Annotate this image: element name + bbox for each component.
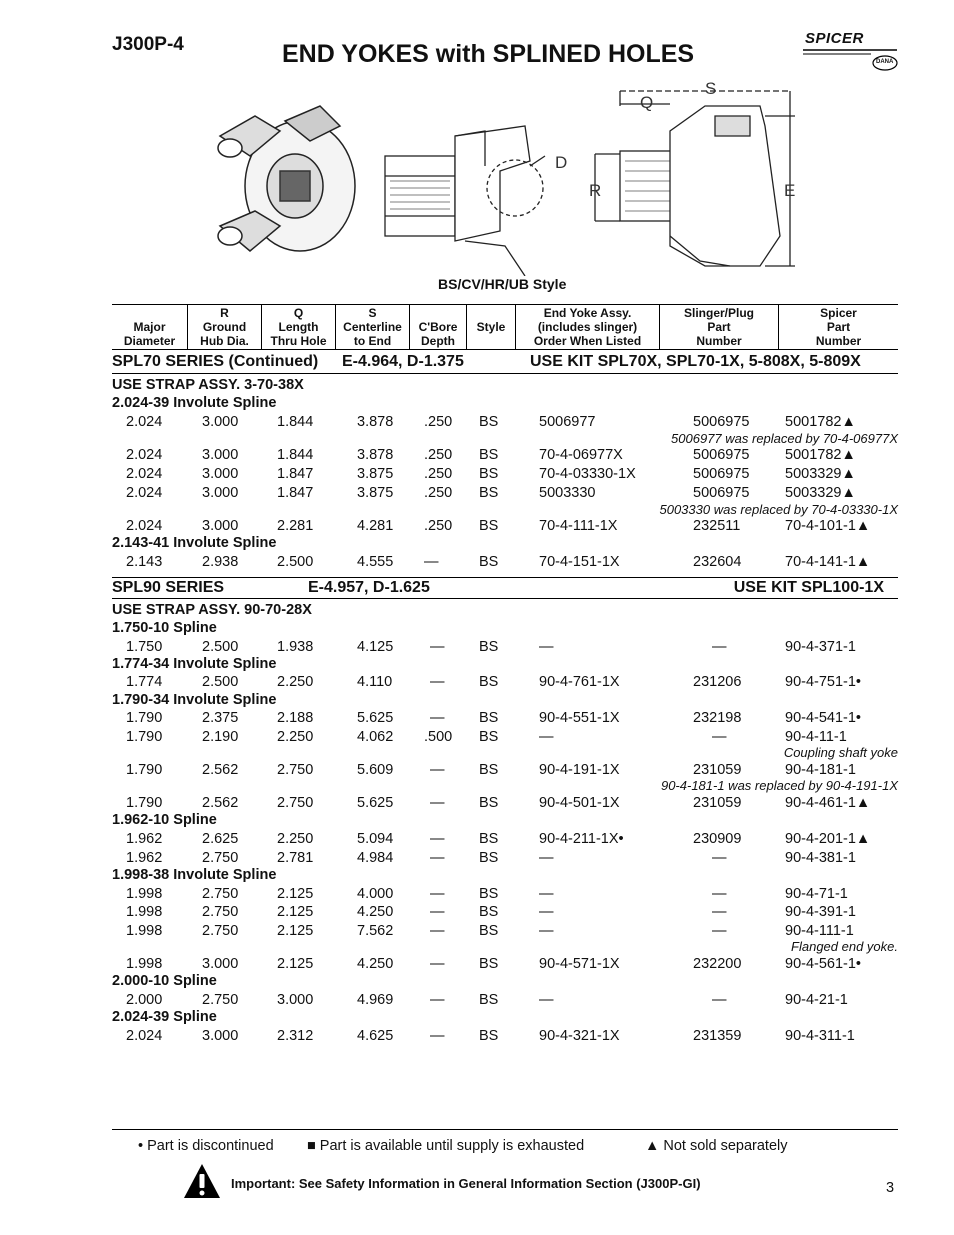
cell-yoke-assy: 90-4-191-1X xyxy=(539,762,620,778)
cell-slinger: 232604 xyxy=(693,554,742,570)
cell-length: 2.312 xyxy=(277,1028,314,1044)
cell-length: 1.847 xyxy=(277,466,314,482)
table-row xyxy=(112,1028,898,1046)
cell-yoke-assy: 90-4-501-1X xyxy=(539,795,620,811)
series-spec: E-4.964, D-1.375 xyxy=(342,353,464,370)
cell-hub-dia: 3.000 xyxy=(202,447,239,463)
col-header-line3: to End xyxy=(353,334,392,348)
table-row xyxy=(112,831,898,849)
col-header-line3: Diameter xyxy=(123,334,176,348)
col-header-top: Slinger/Plug xyxy=(683,306,754,320)
spicer-logo xyxy=(803,30,899,72)
col-header-line2: Part xyxy=(707,320,731,334)
col-header-line2: Major xyxy=(133,320,166,334)
cell-slinger: 232511 xyxy=(693,518,741,534)
series-heading-spl90 xyxy=(112,577,898,599)
cell-yoke-assy: — xyxy=(539,729,554,745)
cell-major-diameter: 2.024 xyxy=(126,1028,163,1044)
table-header xyxy=(112,304,898,350)
cell-yoke-assy: — xyxy=(539,904,554,920)
cell-slinger: 230909 xyxy=(693,831,742,847)
series-kit: USE KIT SPL100-1X xyxy=(733,579,884,596)
cell-style: BS xyxy=(479,447,499,463)
cell-major-diameter: 2.024 xyxy=(126,414,163,430)
cell-hub-dia: 2.750 xyxy=(202,923,239,939)
cell-major-diameter: 1.962 xyxy=(126,831,163,847)
table-row xyxy=(112,414,898,432)
spline-heading: 2.024-39 Involute Spline xyxy=(112,395,277,411)
cell-yoke-assy: 70-4-03330-1X xyxy=(539,466,636,482)
cell-slinger: 231059 xyxy=(693,762,742,778)
cell-major-diameter: 1.790 xyxy=(126,762,163,778)
cell-part-number: 5001782▲ xyxy=(785,447,856,463)
col-header-top: End Yoke Assy. xyxy=(543,306,632,320)
cell-style: BS xyxy=(479,956,499,972)
cell-yoke-assy: — xyxy=(539,639,554,655)
dim-label-s: S xyxy=(705,79,717,98)
table-row xyxy=(112,554,898,572)
cell-slinger: — xyxy=(712,992,727,1008)
cell-slinger: 5006975 xyxy=(693,414,750,430)
cell-length: 1.844 xyxy=(277,414,314,430)
legend-not-sold-separately: ▲ Not sold separately xyxy=(645,1138,788,1154)
col-header-line3: Hub Dia. xyxy=(200,334,249,348)
cell-hub-dia: 2.562 xyxy=(202,762,239,778)
cell-style: BS xyxy=(479,992,499,1008)
cell-yoke-assy: — xyxy=(539,992,554,1008)
cell-major-diameter: 1.750 xyxy=(126,639,163,655)
cell-centerline: 4.000 xyxy=(357,886,394,902)
cell-centerline: 4.125 xyxy=(357,639,394,655)
cell-part-number: 90-4-11-1 xyxy=(785,729,847,745)
document-id: J300P-4 xyxy=(112,34,184,55)
cell-part-number: 5003329▲ xyxy=(785,466,856,482)
replacement-note: 5003330 was replaced by 70-4-03330-1X xyxy=(659,502,898,517)
cell-slinger: 231359 xyxy=(693,1028,742,1044)
table-row xyxy=(112,639,898,657)
legend-supply-exhausted: ■ Part is available until supply is exhausted xyxy=(307,1138,585,1154)
cell-slinger: — xyxy=(712,886,727,902)
cell-cbore: .500 xyxy=(424,729,453,745)
table-row xyxy=(112,904,898,922)
cell-part-number: 70-4-141-1▲ xyxy=(785,554,871,570)
cell-length: 2.750 xyxy=(277,762,314,778)
table-row xyxy=(112,886,898,904)
cell-yoke-assy: — xyxy=(539,923,554,939)
cell-cbore: — xyxy=(430,956,445,972)
cell-length: 2.125 xyxy=(277,904,314,920)
cell-yoke-assy: — xyxy=(539,886,554,902)
cell-major-diameter: 1.774 xyxy=(126,674,163,690)
col-major-diameter xyxy=(112,305,187,349)
cell-length: 1.844 xyxy=(277,447,314,463)
cell-hub-dia: 2.190 xyxy=(202,729,239,745)
row-note xyxy=(112,939,898,957)
cell-part-number: 5003329▲ xyxy=(785,485,856,501)
col-header-top: S xyxy=(368,306,377,320)
cell-part-number: 90-4-311-1 xyxy=(785,1028,855,1044)
col-header-top xyxy=(410,306,466,320)
cell-length: 2.750 xyxy=(277,795,314,811)
cell-length: 2.250 xyxy=(277,831,314,847)
table-row xyxy=(112,710,898,728)
cell-slinger: — xyxy=(712,904,727,920)
dim-label-r: R xyxy=(589,181,602,200)
logo-text: SPICER xyxy=(805,30,864,47)
col-header-line2: Style xyxy=(476,320,506,334)
cell-centerline: 4.110 xyxy=(357,674,393,690)
cell-slinger: — xyxy=(712,729,727,745)
cell-hub-dia: 2.500 xyxy=(202,639,239,655)
cell-centerline: 5.094 xyxy=(357,831,394,847)
cell-slinger: 232200 xyxy=(693,956,742,972)
cell-style: BS xyxy=(479,554,499,570)
footer-divider xyxy=(112,1129,898,1130)
cell-cbore: .250 xyxy=(424,466,453,482)
cell-length: 2.188 xyxy=(277,710,314,726)
cell-major-diameter: 1.790 xyxy=(126,795,163,811)
col-header-line2: Ground xyxy=(202,320,247,334)
cell-yoke-assy: 70-4-06977X xyxy=(539,447,623,463)
cell-yoke-assy: 5006977 xyxy=(539,414,596,430)
cell-style: BS xyxy=(479,850,499,866)
col-centerline-to-end xyxy=(336,305,409,349)
cell-part-number: 90-4-201-1▲ xyxy=(785,831,871,847)
cell-style: BS xyxy=(479,831,499,847)
table-row xyxy=(112,485,898,503)
cell-cbore: — xyxy=(430,831,445,847)
spline-heading: 1.790-34 Involute Spline xyxy=(112,692,277,708)
col-header-line2: (includes slinger) xyxy=(537,320,638,334)
cell-length: 2.781 xyxy=(277,850,314,866)
cell-cbore: — xyxy=(430,674,445,690)
cell-part-number: 90-4-181-1 xyxy=(785,762,856,778)
safety-notice: Important: See Safety Information in General Information Section (J300P-GI) xyxy=(231,1176,701,1191)
col-header-top: R xyxy=(220,306,229,320)
cell-part-number: 5001782▲ xyxy=(785,414,856,430)
cell-hub-dia: 3.000 xyxy=(202,466,239,482)
spline-heading: 2.000-10 Spline xyxy=(112,973,217,989)
cell-cbore: — xyxy=(430,992,445,1008)
cell-yoke-assy: 90-4-761-1X xyxy=(539,674,620,690)
cell-cbore: — xyxy=(430,850,445,866)
spline-heading: 2.024-39 Spline xyxy=(112,1009,217,1025)
cell-length: 3.000 xyxy=(277,992,314,1008)
cell-length: 2.125 xyxy=(277,956,314,972)
cell-style: BS xyxy=(479,762,499,778)
cell-slinger: 232198 xyxy=(693,710,742,726)
col-header-line2: C'Bore xyxy=(418,320,458,334)
col-header-line2: Length xyxy=(278,320,319,334)
cell-style: BS xyxy=(479,729,499,745)
cell-centerline: 4.062 xyxy=(357,729,394,745)
cell-hub-dia: 2.750 xyxy=(202,904,239,920)
part-note: Coupling shaft yoke xyxy=(783,745,898,760)
cell-cbore: — xyxy=(430,795,445,811)
cell-length: 1.938 xyxy=(277,639,314,655)
cell-style: BS xyxy=(479,795,499,811)
spline-heading: 1.750-10 Spline xyxy=(112,620,217,636)
spline-heading: 1.774-34 Involute Spline xyxy=(112,656,277,672)
cell-cbore: — xyxy=(430,710,445,726)
logo-sub-text: DANA xyxy=(876,59,894,65)
cell-length: 2.250 xyxy=(277,674,314,690)
cell-style: BS xyxy=(479,466,499,482)
yoke-cross-section xyxy=(385,126,545,276)
strap-assembly: USE STRAP ASSY. 3-70-38X xyxy=(112,377,304,393)
table-row xyxy=(112,466,898,484)
replacement-note: 5006977 was replaced by 70-4-06977X xyxy=(671,431,898,446)
cell-style: BS xyxy=(479,710,499,726)
dim-label-e: E xyxy=(784,181,796,200)
cell-major-diameter: 1.790 xyxy=(126,729,163,745)
cell-length: 2.125 xyxy=(277,886,314,902)
cell-slinger: — xyxy=(712,923,727,939)
col-header-top xyxy=(112,306,187,320)
table-row xyxy=(112,992,898,1010)
series-kit: USE KIT SPL70X, SPL70-1X, 5-808X, 5-809X xyxy=(530,353,861,370)
cell-part-number: 90-4-751-1• xyxy=(785,674,862,690)
yoke-isometric-drawing xyxy=(218,106,355,251)
yoke-illustration xyxy=(200,76,810,276)
cell-style: BS xyxy=(479,414,499,430)
cell-centerline: 3.875 xyxy=(357,466,394,482)
cell-length: 2.500 xyxy=(277,554,314,570)
col-header-line2: Part xyxy=(826,320,851,334)
cell-hub-dia: 2.500 xyxy=(202,674,239,690)
cell-part-number: 70-4-101-1▲ xyxy=(785,518,871,534)
cell-cbore: — xyxy=(430,904,445,920)
col-ground-hub-dia xyxy=(188,305,261,349)
cell-part-number: 90-4-561-1• xyxy=(785,956,862,972)
cell-major-diameter: 1.790 xyxy=(126,710,163,726)
cell-major-diameter: 1.998 xyxy=(126,886,163,902)
cell-style: BS xyxy=(479,923,499,939)
cell-hub-dia: 2.750 xyxy=(202,992,239,1008)
cell-centerline: 3.875 xyxy=(357,485,394,501)
series-heading-spl70 xyxy=(112,352,898,374)
dim-label-d: D xyxy=(555,153,568,172)
cell-hub-dia: 3.000 xyxy=(202,485,239,501)
cell-centerline: 3.878 xyxy=(357,414,394,430)
cell-slinger: 5006975 xyxy=(693,466,750,482)
cell-slinger: — xyxy=(712,639,727,655)
row-note xyxy=(112,745,898,763)
table-row xyxy=(112,447,898,465)
cell-centerline: 4.250 xyxy=(357,956,394,972)
cell-cbore: — xyxy=(424,554,439,570)
col-header-line3: Depth xyxy=(421,334,455,348)
yoke-side-section xyxy=(595,91,795,266)
col-style xyxy=(467,305,515,349)
table-row xyxy=(112,674,898,692)
cell-style: BS xyxy=(479,886,499,902)
col-spicer-part-number xyxy=(779,305,898,349)
cell-major-diameter: 2.024 xyxy=(126,518,163,534)
cell-hub-dia: 2.562 xyxy=(202,795,239,811)
table-row xyxy=(112,518,898,536)
cell-part-number: 90-4-381-1 xyxy=(785,850,856,866)
series-spec: E-4.957, D-1.625 xyxy=(308,579,430,596)
cell-centerline: 5.625 xyxy=(357,795,394,811)
table-row xyxy=(112,956,898,974)
cell-major-diameter: 2.000 xyxy=(126,992,163,1008)
cell-slinger: — xyxy=(712,850,727,866)
series-name: SPL70 SERIES (Continued) xyxy=(112,353,319,370)
cell-yoke-assy: — xyxy=(539,850,554,866)
cell-yoke-assy: 5003330 xyxy=(539,485,596,501)
cell-hub-dia: 3.000 xyxy=(202,518,239,534)
cell-major-diameter: 1.998 xyxy=(126,923,163,939)
cell-slinger: 231206 xyxy=(693,674,742,690)
col-header-line3: Thru Hole xyxy=(270,334,327,348)
cell-length: 2.281 xyxy=(277,518,314,534)
cell-part-number: 90-4-391-1 xyxy=(785,904,856,920)
cell-cbore: .250 xyxy=(424,414,453,430)
cell-hub-dia: 2.625 xyxy=(202,831,239,847)
cell-major-diameter: 1.998 xyxy=(126,904,163,920)
cell-hub-dia: 2.375 xyxy=(202,710,239,726)
cell-cbore: — xyxy=(430,1028,445,1044)
cell-slinger: 5006975 xyxy=(693,485,750,501)
page-number: 3 xyxy=(886,1180,895,1196)
cell-hub-dia: 3.000 xyxy=(202,956,239,972)
col-slinger-plug xyxy=(660,305,778,349)
cell-centerline: 5.625 xyxy=(357,710,394,726)
col-cbore-depth xyxy=(410,305,466,349)
table-row xyxy=(112,795,898,813)
spline-heading: 2.143-41 Involute Spline xyxy=(112,535,277,551)
cell-centerline: 4.555 xyxy=(357,554,394,570)
cell-part-number: 90-4-371-1 xyxy=(785,639,856,655)
cell-yoke-assy: 70-4-151-1X xyxy=(539,554,620,570)
page-title: END YOKES with SPLINED HOLES xyxy=(282,40,695,68)
spline-heading: 1.962-10 Spline xyxy=(112,812,217,828)
replacement-note: 90-4-181-1 was replaced by 90-4-191-1X xyxy=(660,778,898,793)
col-header-line3: Number xyxy=(696,334,742,348)
cell-part-number: 90-4-111-1 xyxy=(785,923,854,939)
cell-cbore: .250 xyxy=(424,447,453,463)
cell-slinger: 231059 xyxy=(693,795,742,811)
cell-centerline: 7.562 xyxy=(357,923,394,939)
cell-major-diameter: 2.024 xyxy=(126,466,163,482)
cell-centerline: 4.984 xyxy=(357,850,394,866)
cell-length: 1.847 xyxy=(277,485,314,501)
cell-cbore: — xyxy=(430,639,445,655)
cell-major-diameter: 2.024 xyxy=(126,485,163,501)
dim-label-q: Q xyxy=(640,93,654,112)
cell-centerline: 3.878 xyxy=(357,447,394,463)
cell-cbore: — xyxy=(430,923,445,939)
col-header-top xyxy=(467,306,515,320)
cell-major-diameter: 2.143 xyxy=(126,554,163,570)
strap-assembly: USE STRAP ASSY. 90-70-28X xyxy=(112,602,312,618)
col-end-yoke-assy xyxy=(516,305,659,349)
cell-cbore: .250 xyxy=(424,485,453,501)
cell-part-number: 90-4-541-1• xyxy=(785,710,862,726)
cell-style: BS xyxy=(479,639,499,655)
cell-yoke-assy: 70-4-111-1X xyxy=(539,518,618,534)
cell-major-diameter: 1.962 xyxy=(126,850,163,866)
cell-length: 2.125 xyxy=(277,923,314,939)
cell-major-diameter: 2.024 xyxy=(126,447,163,463)
cell-style: BS xyxy=(479,674,499,690)
cell-centerline: 4.250 xyxy=(357,904,394,920)
spline-heading: 1.998-38 Involute Spline xyxy=(112,867,277,883)
table-row xyxy=(112,850,898,868)
legend-discontinued: • Part is discontinued xyxy=(138,1138,274,1154)
col-header-top: Q xyxy=(293,306,304,320)
cell-yoke-assy: 90-4-321-1X xyxy=(539,1028,620,1044)
cell-yoke-assy: 90-4-211-1X• xyxy=(539,831,624,847)
cell-cbore: — xyxy=(430,886,445,902)
cell-part-number: 90-4-461-1▲ xyxy=(785,795,871,811)
cell-hub-dia: 3.000 xyxy=(202,414,239,430)
cell-part-number: 90-4-21-1 xyxy=(785,992,848,1008)
cell-style: BS xyxy=(479,1028,499,1044)
cell-slinger: 5006975 xyxy=(693,447,750,463)
col-header-line2: Centerline xyxy=(343,320,402,334)
cell-yoke-assy: 90-4-551-1X xyxy=(539,710,620,726)
warning-icon xyxy=(183,1163,221,1199)
part-note: Flanged end yoke. xyxy=(791,939,898,954)
cell-hub-dia: 2.938 xyxy=(202,554,239,570)
cell-centerline: 4.969 xyxy=(357,992,394,1008)
cell-centerline: 4.625 xyxy=(357,1028,394,1044)
cell-style: BS xyxy=(479,485,499,501)
cell-centerline: 5.609 xyxy=(357,762,394,778)
col-length-thru-hole xyxy=(262,305,335,349)
col-header-top: Spicer xyxy=(820,306,857,320)
series-name: SPL90 SERIES xyxy=(112,579,225,596)
cell-cbore: .250 xyxy=(424,518,453,534)
logo-emblem xyxy=(803,30,899,72)
cell-hub-dia: 2.750 xyxy=(202,850,239,866)
cell-cbore: — xyxy=(430,762,445,778)
cell-hub-dia: 2.750 xyxy=(202,886,239,902)
figure-caption: BS/CV/HR/UB Style xyxy=(438,276,567,292)
cell-part-number: 90-4-71-1 xyxy=(785,886,848,902)
cell-hub-dia: 3.000 xyxy=(202,1028,239,1044)
cell-centerline: 4.281 xyxy=(357,518,394,534)
col-header-line3: Order When Listed xyxy=(533,334,642,348)
cell-major-diameter: 1.998 xyxy=(126,956,163,972)
cell-style: BS xyxy=(479,518,499,534)
cell-style: BS xyxy=(479,904,499,920)
row-note xyxy=(112,778,898,796)
cell-length: 2.250 xyxy=(277,729,314,745)
col-header-line3: Number xyxy=(815,334,862,348)
cell-yoke-assy: 90-4-571-1X xyxy=(539,956,620,972)
